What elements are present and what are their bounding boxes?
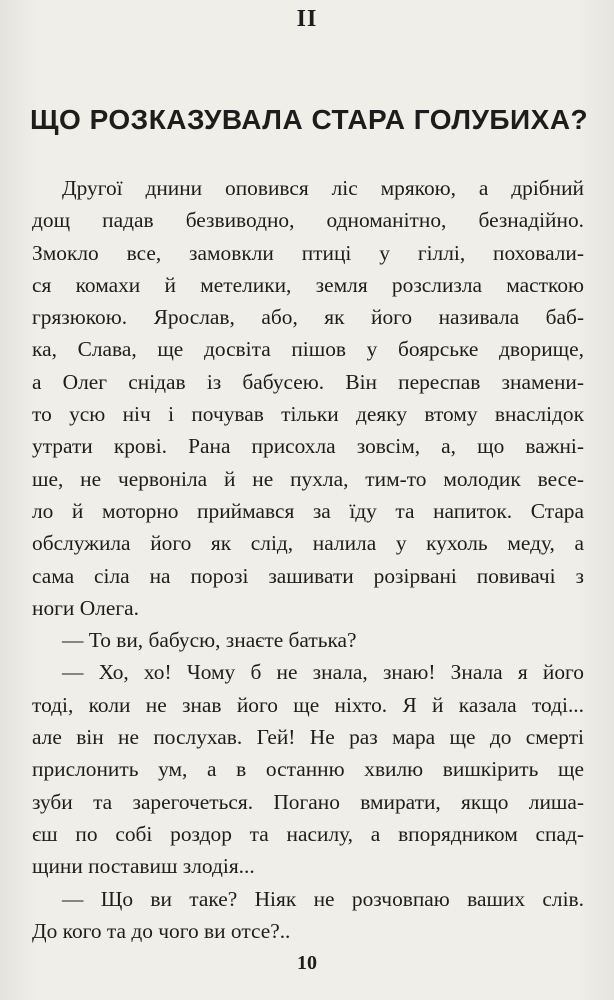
text-line: утрати крові. Рана присохла зовсім, а, що важні-	[32, 434, 584, 459]
text-line: тоді, коли не знав його ще ніхто. Я й казала тоді...	[32, 692, 584, 717]
text-line: ноги Олега.	[32, 595, 139, 620]
text-line: а Олег снідав із бабусею. Він переспав знамени-	[32, 369, 584, 394]
text-line: але він не послухав. Гей! Не раз мара ще до смерті	[32, 725, 584, 750]
text-line: ся комахи й метелики, земля розслизла масткою	[32, 272, 584, 297]
chapter-body	[32, 172, 584, 947]
text-line: Другої днини оповився ліс мрякою, а дрібний	[62, 176, 584, 200]
paragraph	[32, 883, 584, 948]
paragraph	[32, 656, 584, 882]
text-line: ше, не червоніла й не пухла, тим-то молодик весе-	[32, 466, 584, 491]
text-line: щини поставиш злодія...	[32, 854, 255, 879]
text-line: обслужила його як слід, налила у кухоль меду, а	[32, 531, 584, 556]
chapter-number: II	[296, 6, 318, 32]
text-line: дощ падав безвиводно, одноманітно, безнадійно.	[32, 208, 584, 233]
text-line: — Що ви таке? Ніяк не розчовпаю ваших слів.	[62, 886, 584, 911]
text-line: — То ви, бабусю, знаєте батька?	[62, 628, 357, 653]
text-line: сама сіла на порозі зашивати розірвані повивачі з	[32, 563, 584, 588]
text-line: то усю ніч і почував тільки деяку втому внаслідок	[32, 402, 584, 427]
chapter-title: ЩО РОЗКАЗУВАЛА СТАРА ГОЛУБИХА?	[30, 104, 589, 135]
text-line: грязюкою. Ярослав, або, як його називала баб-	[32, 305, 584, 330]
text-line: єш по собі роздор та насилу, а впорядником спад-	[32, 821, 584, 846]
text-line: Змокло все, замовкли птиці у гіллі, поховали-	[32, 240, 584, 265]
text-line: прислонить ум, а в останню хвилю вишкірить ще	[32, 757, 584, 782]
paragraph	[32, 624, 584, 656]
page-number: 10	[297, 952, 317, 974]
text-line: ло й моторно приймався за їду та напиток. Стара	[32, 498, 584, 523]
text-line: До кого та до чого ви отсе?..	[32, 918, 291, 943]
text-line: зуби та зарегочеться. Погано вмирати, якщо лиша-	[32, 789, 584, 814]
text-line: — Хо, хо! Чому б не знала, знаю! Знала я його	[62, 660, 584, 685]
text-line: ка, Слава, ще досвіта пішов у боярське дворище,	[32, 337, 584, 362]
paragraph	[32, 172, 584, 624]
